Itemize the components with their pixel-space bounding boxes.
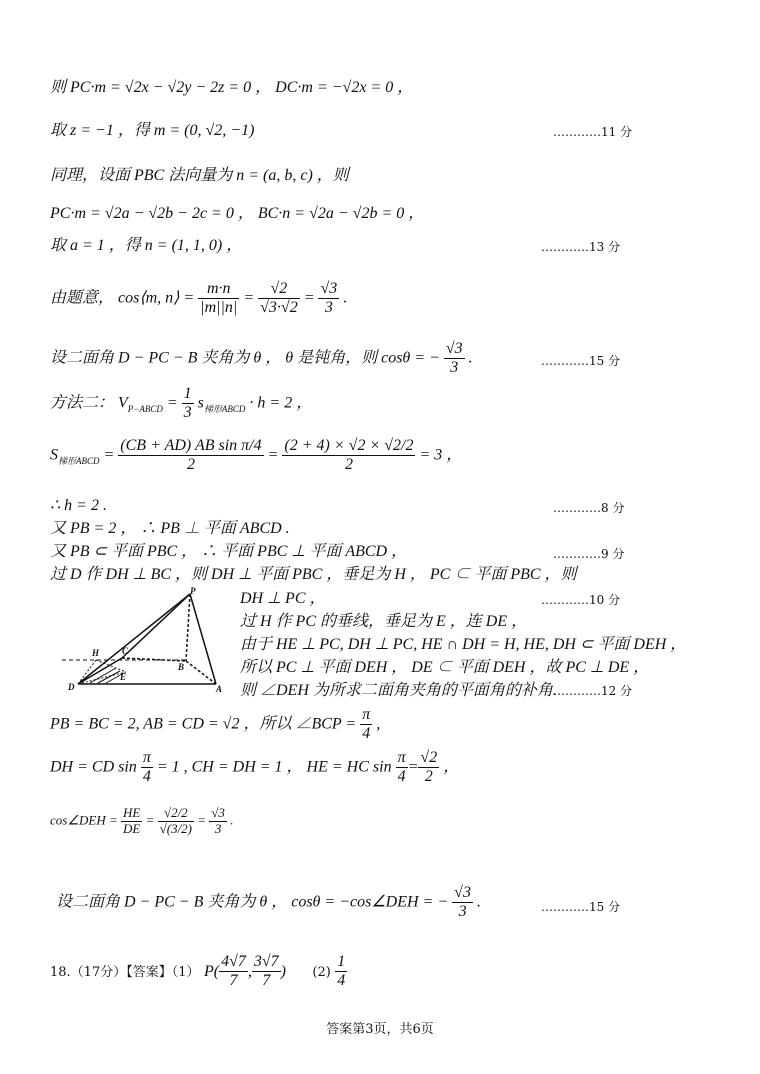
frac-den: 7	[229, 972, 238, 990]
line-22-prefix: 设二面角 D − PC − B 夹角为 θ ， cosθ = −cos∠DEH = −	[56, 893, 449, 911]
part-two-label: (2)	[312, 964, 331, 980]
frac-num: √2/2	[158, 806, 194, 822]
fraction	[141, 749, 153, 787]
line-20	[50, 749, 459, 787]
frac-num: √3	[318, 280, 339, 299]
frac-den: |m||n|	[200, 299, 238, 317]
edge-PA	[190, 594, 216, 684]
frac-num: √2	[418, 749, 439, 768]
frac-num: (CB + AD) AB sin π/4	[118, 437, 263, 456]
line-3: 同理，设面 PBC 法向量为 n = (a, b, c) ，则	[50, 167, 349, 184]
fraction	[396, 749, 408, 787]
fraction	[452, 884, 473, 922]
line-11: 又 PB = 2 ， ∴ PB ⊥ 平面 ABCD .	[50, 520, 290, 537]
frac-den: 3	[214, 820, 222, 836]
edge-BA	[186, 661, 216, 684]
label-B: B	[178, 662, 185, 672]
subscript: 梯形ABCD	[203, 403, 246, 414]
frac-num: 1	[182, 385, 194, 404]
page-footer: 答案第3页，共6页	[326, 1022, 434, 1037]
equals: =	[407, 758, 419, 776]
frac-den: 4	[397, 768, 406, 786]
frac-num: (2 + 4) × √2 × √2/2	[282, 437, 415, 456]
fraction	[258, 280, 300, 318]
line-5: 取 a = 1 ，得 n = (1, 1, 0) ，	[50, 237, 243, 254]
line-10: ∴ h = 2 .	[50, 497, 107, 514]
label-A: A	[216, 684, 223, 694]
frac-den: 4	[337, 972, 346, 990]
score-15b: …………15 分	[541, 900, 621, 914]
line-9-end: = 3 ，	[419, 446, 463, 464]
fraction	[444, 340, 465, 378]
frac-den: 3	[458, 903, 467, 921]
pyramid-figure	[56, 586, 232, 698]
close-paren: )	[280, 962, 286, 980]
score-11: …………11 分	[553, 125, 633, 139]
frac-num: 3√7	[252, 953, 281, 972]
line-18: 则 ∠DEH 为所求二面角夹角的平面角的补角.	[240, 682, 557, 699]
line-19: PB = BC = 2, AB = CD = √2 ，所以 ∠BCP = $\frac{\pi}{4}$ ,	[50, 706, 381, 743]
frac-den: 4	[362, 725, 371, 743]
line-8-prefix: 方法二： V	[50, 394, 128, 412]
line-8	[50, 385, 312, 423]
fraction	[121, 806, 142, 837]
equals: =	[166, 394, 178, 412]
line-9: $S_{梯形ABCD}$ = $\frac{\text{(CB + AD) AB sin π/4}}{2}$ = $\frac{(2 + 4) \times √2 \times √2/2}{2}$ = 3 ，	[50, 437, 463, 474]
fraction	[360, 706, 372, 744]
comma: ,	[247, 962, 252, 980]
line-6: 由题意， cos⟨m, n⟩ = $\frac{m\cdot n}{|m||n|}$ = $\frac{√2}{√3\cdot√2}$ = $\frac{√3}{3}$ .	[50, 280, 348, 317]
edge-PB	[186, 594, 190, 661]
line-17: 所以 PC ⊥ 平面 DEH ， DE ⊂ 平面 DEH ，故 PC ⊥ DE ，	[240, 659, 650, 676]
fraction	[252, 953, 281, 991]
frac-num: √3	[211, 805, 225, 820]
frac-num: √3	[452, 884, 473, 903]
line-14: DH ⊥ PC ，	[240, 590, 326, 607]
frac-den: 4	[142, 768, 151, 786]
frac-den: 2	[186, 456, 195, 474]
fraction	[282, 437, 415, 475]
line-8-end: · h = 2 ，	[249, 394, 313, 412]
score-8: …………8 分	[553, 501, 625, 515]
fraction	[219, 953, 248, 991]
line-20-end: ，	[443, 758, 460, 776]
line-20-prefix: DH = CD sin	[50, 758, 137, 776]
line-7-prefix: 设二面角 D − PC − B 夹角为 θ ， θ 是钝角，则 cosθ = −	[50, 349, 440, 367]
line-21: cos∠DEH = $\frac{HE}{DE}$ = $\frac{√2/2}{√(3/2)}$ = $\frac{√3}{3}$ .	[50, 805, 234, 836]
subscript: P−ABCD	[127, 403, 163, 414]
frac-num: HE	[122, 805, 141, 820]
label-E: E	[120, 672, 127, 682]
frac-num: 4√7	[219, 953, 248, 972]
s-symbol: s	[197, 394, 204, 412]
line-16: 由于 HE ⊥ PC, DH ⊥ PC, HE ∩ DH = H, HE, DH ⊂ 平面 DEH ，	[240, 636, 687, 653]
label-C: C	[122, 646, 129, 656]
line-22: 设二面角 D − PC − B 夹角为 θ ， cosθ = −cos∠DEH = − $\frac{√3}{3}$ .	[56, 884, 481, 921]
line-2: 取 z = −1 ，得 m = (0, √2, −1)	[50, 122, 255, 139]
frac-num: π	[396, 749, 408, 768]
line-4: PC·m = √2a − √2b − 2c = 0 ， BC·n = √2a − √2b = 0 ，	[50, 205, 425, 222]
score-15: …………15 分	[541, 354, 621, 368]
label-P: P	[190, 586, 196, 596]
line-13: 过 D 作 DH ⊥ BC ，则 DH ⊥ 平面 PBC ，垂足为 H ， PC ⊂ 平面 PBC ，则	[50, 566, 577, 583]
answer-label: 18.（17分）【答案】（1）	[50, 964, 200, 980]
line-19-prefix: PB = BC = 2, AB = CD = √2 ，所以 ∠BCP =	[50, 715, 357, 733]
line-1: 则 PC·m = √2x − √2y − 2z = 0 ， DC·m = −√2x = 0 ，	[50, 79, 414, 96]
frac-den: 2	[344, 456, 353, 474]
fraction	[118, 437, 263, 475]
frac-den: 3	[450, 359, 459, 377]
frac-num: m·n	[198, 280, 239, 299]
fraction	[418, 749, 439, 787]
fraction	[209, 806, 227, 837]
line-6-prefix: 由题意， cos⟨m, n⟩ =	[50, 289, 195, 307]
fraction	[198, 280, 239, 318]
s-symbol: S	[50, 446, 58, 464]
line-21-prefix: cos∠DEH =	[50, 812, 118, 828]
frac-num: √2	[258, 280, 300, 299]
frac-num: 1	[335, 953, 347, 972]
frac-den: √(3/2)	[159, 820, 193, 836]
frac-num: π	[141, 749, 153, 768]
fraction	[318, 280, 339, 318]
frac-den: DE	[122, 820, 141, 836]
edge-CP	[122, 594, 190, 658]
frac-den: 2	[424, 768, 433, 786]
frac-den: 3	[324, 299, 333, 317]
line-20-mid: = 1 , CH = DH = 1 ， HE = HC sin	[156, 758, 392, 776]
score-10: …………10 分	[541, 593, 621, 607]
label-D: D	[68, 682, 75, 692]
line-12: 又 PB ⊂ 平面 PBC ， ∴ 平面 PBC ⊥ 平面 ABCD ，	[50, 543, 408, 560]
point-p: P(	[203, 962, 220, 980]
subscript: 梯形ABCD	[58, 455, 100, 466]
frac-den: √3·√2	[260, 299, 298, 317]
frac-num: π	[360, 706, 372, 725]
score-9: …………9 分	[553, 547, 625, 561]
line-23	[50, 953, 347, 991]
line-15: 过 H 作 PC 的垂线，垂足为 E ，连 DE ，	[240, 613, 528, 630]
fraction	[158, 806, 194, 837]
frac-den: 3	[183, 404, 192, 422]
line-7: 设二面角 D − PC − B 夹角为 θ ， θ 是钝角，则 cosθ = − $\frac{√3}{3}$ .	[50, 340, 473, 377]
score-13: …………13 分	[541, 240, 621, 254]
fraction	[182, 385, 194, 423]
label-H: H	[92, 648, 100, 658]
score-12: …………12 分	[553, 684, 633, 698]
frac-num: √3	[444, 340, 465, 359]
edge-DP	[78, 594, 190, 684]
frac-den: 7	[262, 972, 271, 990]
fraction	[335, 953, 347, 991]
